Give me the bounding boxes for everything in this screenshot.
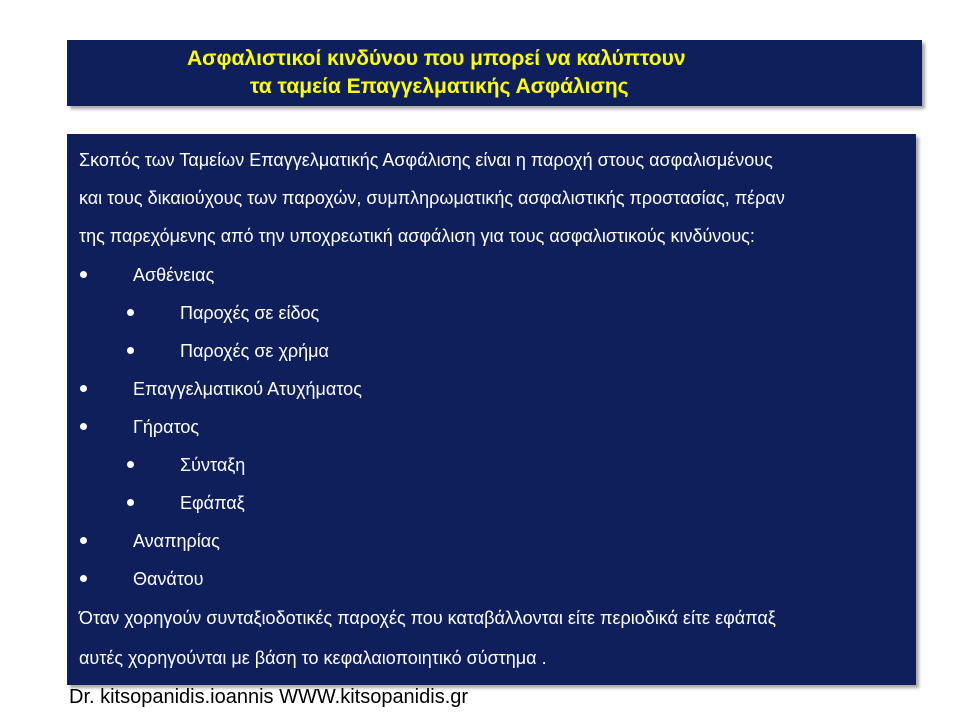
bullet-icon (80, 575, 87, 582)
bullet-icon (127, 461, 134, 468)
bullet-icon (127, 347, 134, 354)
bullet-icon (80, 423, 87, 430)
intro-line-3: της παρεχόμενης από την υποχρεωτική ασφάλιση για τους ασφαλιστικούς κινδύνους: (79, 226, 755, 246)
content-box (67, 134, 916, 685)
risk-item-death: Θανάτου (133, 569, 204, 589)
bullet-icon (127, 309, 134, 316)
intro-line-1: Σκοπός των Ταμείων Επαγγελματικής Ασφάλισης είναι η παροχή στους ασφαλισμένους (79, 150, 773, 170)
footer-credit: Dr. kitsopanidis.ioannis WWW.kitsopanidis.gr (69, 686, 469, 708)
bullet-icon (80, 271, 87, 278)
risk-item-old-age: Γήρατος (133, 417, 200, 437)
risk-item-occupational-accident: Επαγγελματικού Ατυχήματος (133, 379, 362, 399)
risk-subitem-pension: Σύνταξη (180, 455, 246, 475)
title-box (67, 40, 922, 106)
risk-subitem-in-kind: Παροχές σε είδος (180, 303, 320, 323)
bullet-icon (127, 499, 134, 506)
slide-title-line-1: Ασφαλιστικοί κινδύνου που μπορεί να καλύπτουν (187, 47, 686, 70)
bullet-icon (80, 537, 87, 544)
closing-line-1: Όταν χορηγούν συνταξιοδοτικές παροχές που καταβάλλονται είτε περιοδικά είτε εφάπαξ (79, 608, 776, 628)
risk-item-sickness: Ασθένειας (133, 265, 215, 285)
risk-subitem-in-cash: Παροχές σε χρήμα (180, 341, 329, 361)
closing-line-2: αυτές χορηγούνται με βάση το κεφαλαιοποιητικό σύστημα . (79, 648, 547, 668)
risk-subitem-lump-sum: Εφάπαξ (180, 493, 245, 513)
intro-line-2: και τους δικαιούχους των παροχών, συμπληρωματικής ασφαλιστικής προστασίας, πέραν (79, 188, 785, 208)
slide-title-line-2: τα ταμεία Επαγγελματικής Ασφάλισης (250, 75, 629, 98)
risk-item-disability: Αναπηρίας (133, 531, 220, 551)
bullet-icon (80, 385, 87, 392)
